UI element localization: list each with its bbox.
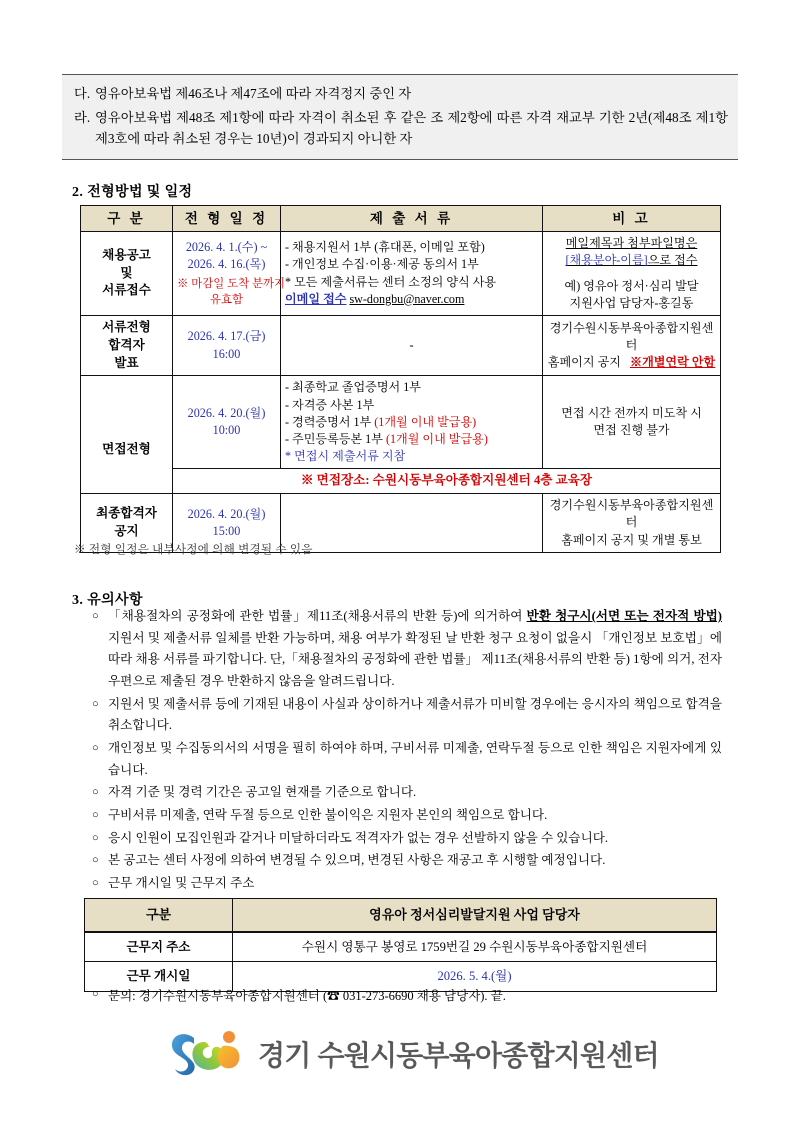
table-row <box>81 315 721 376</box>
contact-phone: 031-273-6690 채용 담당자). <box>339 989 488 1003</box>
contact-prefix: 문의: 경기수원시동부육아종합지원센터 ( <box>108 989 328 1003</box>
date-line: 15:00 <box>212 523 241 538</box>
clause-marker: 다. <box>74 86 91 101</box>
info-row-value-address: 수원시 영통구 봉영로 1759번길 29 수원시동부육아종합지원센터 <box>233 932 717 962</box>
row-date-recruit <box>173 232 285 316</box>
logo-figure-body <box>218 1046 240 1069</box>
doc-line: * 모든 제출서류는 센터 소정의 양식 사용 <box>285 274 497 289</box>
row-docs-final <box>281 494 543 553</box>
date-line: 2026. 4. 20.(월) <box>187 406 266 421</box>
info-row-value-startdate: 2026. 5. 4.(월) <box>233 962 717 992</box>
date-line: 16:00 <box>212 346 241 361</box>
column-header-schedule: 전 형 일 정 <box>173 206 281 232</box>
row-category-recruit <box>81 232 173 316</box>
list-item <box>92 850 722 872</box>
info-table-header-row <box>85 899 717 932</box>
doc-text: - 경력증명서 1부 <box>285 414 375 429</box>
note-line: 홈페이지 공지 및 개별 통보 <box>561 532 702 547</box>
logo-s-shape <box>172 1034 195 1075</box>
interview-location-notice: ※ 면접장소: 수원시동부육아종합지원센터 4층 교육장 <box>173 469 721 494</box>
row-docs-recruit <box>281 232 543 316</box>
doc-line <box>285 414 538 431</box>
info-row-label-startdate: 근무 개시일 <box>85 962 233 992</box>
table-row <box>81 376 721 469</box>
doc-line: - 최종학교 졸업증명서 1부 <box>285 380 421 395</box>
list-item <box>92 873 722 895</box>
column-header-documents: 제 출 서 류 <box>281 206 543 232</box>
doc-line: - 채용지원서 1부 (휴대폰, 이메일 포함) <box>285 240 485 255</box>
doc-line: - 개인정보 수집·이용·제공 동의서 1부 <box>285 257 479 272</box>
note-text: 홈페이지 공지 <box>547 355 621 370</box>
note-line: 메일제목과 첨부파일명은 <box>565 236 698 251</box>
bullet-circle-icon: ○ <box>92 808 99 821</box>
clause-line-ra <box>62 106 738 151</box>
list-item <box>92 805 722 827</box>
schedule-table <box>80 205 721 553</box>
bullet-circle-icon: ○ <box>92 697 99 710</box>
contact-line <box>92 986 506 1004</box>
email-address[interactable]: sw-dongbu@naver.com <box>349 291 465 306</box>
table-row-notice <box>81 469 721 494</box>
bullet-circle-icon: ○ <box>92 786 99 799</box>
section-3-heading: 3. 유의사항 <box>72 593 143 608</box>
row-docs-doc-result: - <box>281 315 543 376</box>
note-text <box>108 606 722 693</box>
category-line: 공지 <box>114 523 139 538</box>
contact-text <box>108 986 506 1004</box>
bullet-circle-icon: ○ <box>92 741 99 754</box>
list-item <box>92 828 722 850</box>
doc-line-blue: * 면접시 제출서류 지참 <box>285 449 406 464</box>
row-docs-interview <box>281 376 543 469</box>
note-seg: 「채용절차의 공정화에 관한 법률」제11조(채용서류의 반환 등)에 의거하여 <box>108 609 527 623</box>
schedule-table-header-row <box>81 206 721 232</box>
footer-logo-text: 경기 수원시동부육아종합지원센터 <box>258 1040 659 1071</box>
footer-logo <box>168 1028 659 1080</box>
telephone-icon: ☎ <box>327 989 340 1003</box>
row-note-final <box>543 494 721 553</box>
note-line: 경기수원시동부육아종합지원센터 <box>549 498 714 530</box>
note-bracket-token: [채용분야-이름] <box>565 253 648 268</box>
note-seg-emphasis: 반환 청구시(서면 또는 전자적 방법) <box>526 609 722 623</box>
schedule-footnote: ※ 전형 일정은 내부사정에 의해 변경될 수 있음 <box>74 543 313 556</box>
date-note-line: 유효함 <box>209 293 243 306</box>
center-logo-icon <box>168 1028 246 1080</box>
row-category-interview <box>81 376 173 494</box>
table-row <box>85 932 717 962</box>
note-text: 지원서 및 제출서류 등에 기재된 내용이 사실과 상이하거나 제출서류가 미비할 경우에는 응시자의 책임으로 합격을 취소합니다. <box>108 696 722 733</box>
category-line: 및 <box>120 265 133 280</box>
date-line: 10:00 <box>212 423 241 438</box>
note-example-line: 지원사업 담당자-홍길동 <box>569 295 694 310</box>
row-note-recruit <box>543 232 721 316</box>
note-red-warning: ※개별연락 안함 <box>629 355 716 370</box>
doc-line: - 자격증 사본 1부 <box>285 397 375 412</box>
note-text: 구비서류 미제출, 연락 두절 등으로 인한 불이익은 지원자 본인의 책임으로 합니다. <box>108 807 548 822</box>
column-header-remarks: 비 고 <box>543 206 721 232</box>
note-seg: 지원서 및 제출서류 일체를 반환 가능하며, 채용 여부가 확정된 날 반환 청구 요청이 없을시 「개인정보 보호법」에 따라 채용 서류를 파기합니다. 단,「채용절차의 공정화에 관한 법률」 제11조(채용서류의 반환 등) 1항에 의거, 전자우편으로 제출된 경우 반환하지 않음을 알려드립니다. <box>108 630 722 688</box>
bullet-circle-icon: ○ <box>92 854 99 867</box>
column-header-category: 구 분 <box>81 206 173 232</box>
note-line: 면접 시간 전까지 미도착 시 <box>561 406 702 421</box>
info-header-label: 구분 <box>85 899 233 932</box>
info-row-label-address: 근무지 주소 <box>85 932 233 962</box>
list-item <box>92 738 722 781</box>
date-line: 2026. 4. 17.(금) <box>187 329 266 344</box>
category-line: 서류전형 <box>102 319 151 334</box>
category-line: 채용공고 <box>102 247 151 262</box>
row-note-doc-result <box>543 315 721 376</box>
note-text: 근무 개시일 및 근무지 주소 <box>108 875 255 890</box>
clause-text: 영유아보육법 제48조 제1항에 따라 자격이 취소된 후 같은 조 제2항에 따른 자격 재교부 기한 2년(제48조 제1항제3호에 따라 취소된 경우는 10년)이 경과되지 아니한 자 <box>95 109 728 147</box>
bullet-circle-icon: ○ <box>92 831 99 844</box>
clause-block <box>62 74 738 160</box>
list-item <box>92 694 722 737</box>
notes-list <box>92 606 722 896</box>
list-item <box>92 606 722 693</box>
row-date-doc-result <box>173 315 281 376</box>
category-line: 서류접수 <box>102 283 151 298</box>
info-header-value: 영유아 정서심리발달지원 사업 담당자 <box>233 899 717 932</box>
category-line: 발표 <box>114 355 139 370</box>
date-note-line: ※ 마감일 도착 분까지 <box>177 277 285 290</box>
note-line: 면접 진행 불가 <box>593 423 670 438</box>
doc-text-red: (1개월 이내 발급용) <box>374 414 477 429</box>
clause-line-da <box>62 82 738 106</box>
date-line: 2026. 4. 1.(수) ~ <box>185 239 268 254</box>
category-line: 합격자 <box>108 337 145 352</box>
note-text: 응시 인원이 모집인원과 같거나 미달하더라도 적격자가 없는 경우 선발하지 않을 수 있습니다. <box>108 830 609 845</box>
note-text: 본 공고는 센터 사정에 의하여 변경될 수 있으며, 변경된 사항은 재공고 후 시행할 예정입니다. <box>108 853 606 868</box>
category-line: 면접전형 <box>102 441 151 456</box>
note-example-line: 예) 영유아 정서·심리 발달 <box>564 278 699 293</box>
doc-text: - 주민등록등본 1부 <box>285 431 386 446</box>
list-item <box>92 782 722 804</box>
clause-text: 영유아보육법 제46조나 제47조에 따라 자격정지 중인 자 <box>95 86 412 101</box>
note-line <box>547 354 716 371</box>
doc-line <box>285 431 538 448</box>
bullet-circle-icon: ○ <box>92 610 99 622</box>
row-category-doc-result <box>81 315 173 376</box>
doc-email-line <box>285 291 538 308</box>
category-line: 최종합격자 <box>96 506 157 521</box>
note-line: [채용분야-이름]으로 접수 <box>565 253 698 268</box>
note-spacer <box>547 270 716 278</box>
table-row <box>81 232 721 316</box>
row-note-interview <box>543 376 721 469</box>
doc-text-red: (1개월 이내 발급용) <box>385 431 488 446</box>
note-text: 개인정보 및 수집동의서의 서명을 필히 하여야 하며, 구비서류 미제출, 연락두절 등으로 인한 책임은 지원자에게 있습니다. <box>108 740 722 777</box>
bullet-circle-icon: ○ <box>92 876 99 889</box>
email-label: 이메일 접수 <box>285 291 347 306</box>
date-line: 2026. 4. 20.(월) <box>187 506 266 521</box>
section-2-heading: 2. 전형방법 및 일정 <box>72 185 193 200</box>
note-line: 경기수원시동부육아종합지원센터 <box>549 320 714 353</box>
logo-figure-head <box>223 1031 235 1043</box>
clause-marker: 라. <box>74 109 91 125</box>
work-info-table <box>84 898 717 992</box>
contact-suffix: 끝. <box>487 989 506 1003</box>
note-text: 자격 기준 및 경력 기간은 공고일 현재를 기준으로 합니다. <box>108 785 417 800</box>
bullet-circle-icon: ○ <box>92 988 99 1000</box>
date-line: 2026. 4. 16.(목) <box>187 257 266 272</box>
row-date-interview <box>173 376 281 469</box>
